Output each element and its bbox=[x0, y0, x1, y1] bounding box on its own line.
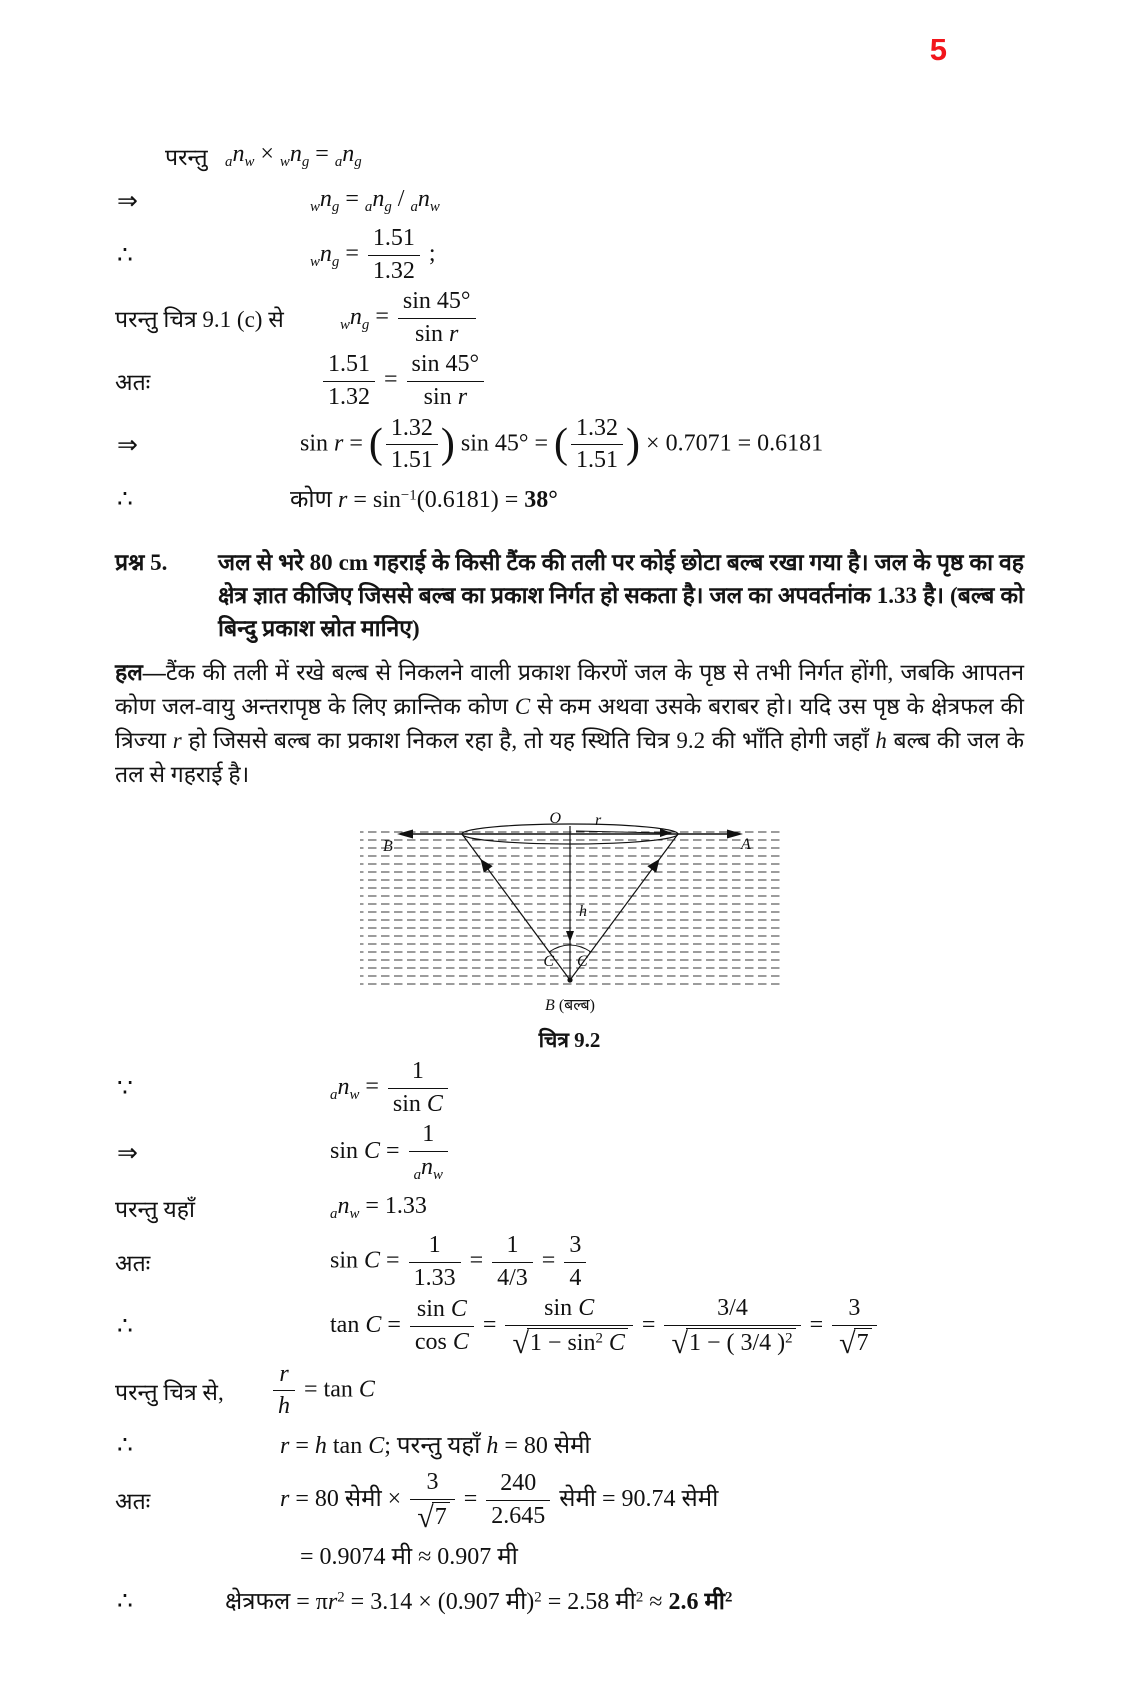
equation-math: tan C = $\frac{\text{sin C}}{\text{cos C}}$ = sin C √ $1 - \sin^2 C$ = 3/4 √ 1 − ( 3/4 )$^2$ = 3 √ 7 bbox=[330, 1295, 880, 1358]
label-C1: C bbox=[542, 952, 554, 970]
bulb-point bbox=[567, 977, 572, 982]
equation-row bbox=[115, 1469, 1024, 1532]
equation-math: sin C = $\frac{1}{_an_w}$ bbox=[330, 1121, 451, 1184]
label-O: O bbox=[548, 811, 561, 827]
equation-row bbox=[115, 135, 1024, 177]
implies-symbol: ⇒ bbox=[117, 188, 138, 215]
equation-row bbox=[115, 288, 1024, 348]
equation-label: परन्तु चित्र 9.1 (c) से bbox=[115, 307, 284, 333]
equation-label: अतः bbox=[115, 1251, 151, 1277]
equation-row bbox=[115, 1232, 1024, 1292]
implies-symbol: ⇒ bbox=[117, 1139, 138, 1167]
equation-row bbox=[115, 1121, 1024, 1184]
therefore-symbol: ∴ bbox=[117, 1431, 133, 1459]
equation-math: $_wn_g$ = $\frac{\sin 45^\circ}{\text{sin r}}$ bbox=[340, 288, 479, 348]
equation-math: $_an_w = 1.33$ bbox=[330, 1192, 427, 1223]
question-number: प्रश्न 5. bbox=[115, 549, 168, 575]
equation-row bbox=[115, 415, 1024, 475]
bulb-label: B (बल्ब) bbox=[544, 996, 595, 1014]
solution-paragraph bbox=[115, 656, 1024, 792]
equation-row bbox=[115, 1058, 1024, 1118]
solution-text: टैंक की तली में रखे बल्ब से निकलने वाली प्रकाश किरणें जल के पृष्ठ से तभी निर्गत होंगी, जबकि आपतन कोण जल-वायु अन्तरापृष्ठ के लिए क्रान्तिक कोण C से कम अथवा उसके बराबर हो। यदि उस पृष्ठ के क्षेत्रफल की त्रिज्या r हो जिससे बल्ब का प्रकाश निकल रहा है, तो यह स्थिति चित्र 9.2 की भाँति होगी जहाँ h बल्ब की जल के तल से गहराई है। bbox=[115, 659, 1025, 787]
question-text: जल से भरे 80 cm गहराई के किसी टैंक की तली पर कोई छोटा बल्ब रखा गया है। जल के पृष्ठ का वह क्षेत्र ज्ञात कीजिए जिससे बल्ब का प्रकाश निर्गत हो सकता है। जल का अपवर्तनांक 1.33 है। (बल्ब को बिन्दु प्रकाश स्रोत मानिए) bbox=[218, 549, 1024, 642]
equation-row bbox=[115, 1580, 1024, 1622]
equation-math: $_wn_g$ = $\frac{1.51}{1.32}$ ; bbox=[310, 225, 436, 284]
therefore-symbol: ∴ bbox=[117, 1313, 133, 1341]
equation-label: अतः bbox=[115, 370, 151, 396]
equation-math: $\frac{1.51}{1.32}$ = $\frac{\sin 45^\circ}{\text{sin r}}$ bbox=[320, 351, 487, 411]
equation-label: परन्तु चित्र से, bbox=[115, 1379, 224, 1405]
equation-math: r = 80 सेमी × 3 √ 7 = $\frac{240}{2.645}$ सेमी = 90.74 सेमी bbox=[280, 1468, 719, 1534]
figure-caption: चित्र 9.2 bbox=[538, 1027, 601, 1052]
equation-row bbox=[115, 1361, 1024, 1421]
equation-math: $_an_w$ = $\frac{1}{\text{sin C}}$ bbox=[330, 1058, 451, 1118]
label-h: h bbox=[578, 902, 587, 920]
because-symbol: ∵ bbox=[117, 1075, 133, 1102]
equation-math: $_wn_g = _an_g / _an_w$ bbox=[310, 185, 440, 216]
equation-row bbox=[115, 1295, 1024, 1358]
label-r: r bbox=[594, 811, 601, 829]
equation-row bbox=[115, 351, 1024, 411]
equation-math: $\frac{r}{h}$ = tan C bbox=[270, 1361, 375, 1421]
equation-math: sin r = ( $\frac{1.32}{1.51}$ ) sin 45° = ( $\frac{1.32}{1.51}$ ) × 0.7071 = 0.6181 bbox=[300, 414, 824, 474]
label-B: B bbox=[382, 837, 393, 855]
therefore-symbol: ∴ bbox=[117, 485, 133, 513]
figure-9-2-diagram bbox=[355, 812, 785, 1017]
therefore-symbol: ∴ bbox=[117, 1587, 133, 1615]
equation-row bbox=[115, 225, 1024, 285]
equation-math: sin C = $\frac{1}{1.33}$ = $\frac{1}{4/3}$ = $\frac{3}{4}$ bbox=[330, 1232, 589, 1292]
equation-row bbox=[115, 180, 1024, 222]
equation-math: = 0.9074 मी ≈ 0.907 मी bbox=[300, 1544, 518, 1571]
equation-row bbox=[115, 1424, 1024, 1466]
equation-row bbox=[115, 1535, 1024, 1577]
equation-row bbox=[115, 1187, 1024, 1229]
implies-symbol: ⇒ bbox=[117, 431, 138, 459]
page-number: 5 bbox=[929, 32, 947, 67]
equation-label: परन्तु यहाँ bbox=[115, 1196, 195, 1222]
equation-row bbox=[115, 478, 1024, 520]
equation-label: परन्तु bbox=[165, 145, 208, 170]
equation-label: अतः bbox=[115, 1489, 151, 1515]
question-5 bbox=[115, 546, 1024, 646]
solution-label: हल— bbox=[115, 659, 166, 685]
therefore-symbol: ∴ bbox=[117, 242, 133, 270]
equation-math: r = h tan C; परन्तु यहाँ h = 80 सेमी bbox=[280, 1433, 591, 1460]
equation-math: कोण $r = \sin^{-1}(0.6181) = 38^\circ$ bbox=[290, 487, 558, 514]
label-C2: C bbox=[576, 952, 588, 970]
label-A: A bbox=[740, 835, 751, 853]
equation-math: $_an_w \times _wn_g = _an_g$ bbox=[225, 140, 362, 171]
equation-math: क्षेत्रफल = $\pi r^2 = 3.14 \times (0.907$ मी)$^2$ = 2.58 मी$^2$ ≈ 2.6 मी$^2$ bbox=[225, 1589, 733, 1616]
figure-block bbox=[350, 812, 790, 1054]
